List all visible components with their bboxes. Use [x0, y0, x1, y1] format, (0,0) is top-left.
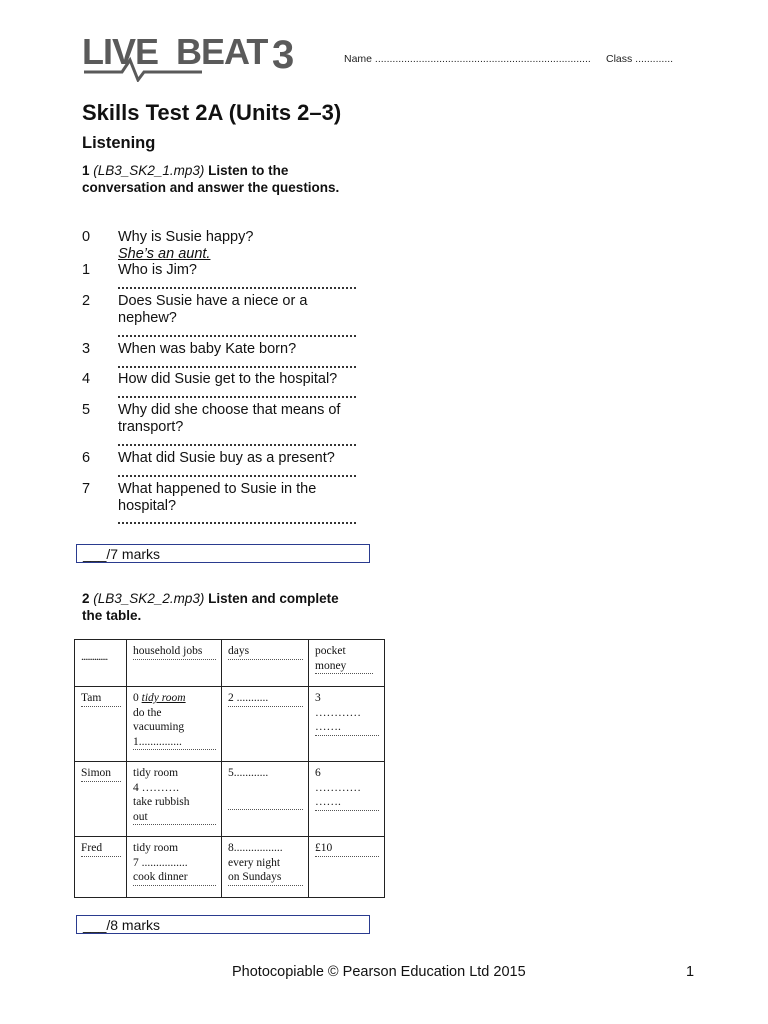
jobs-cell: [127, 762, 222, 837]
answer-blank-3[interactable]: …………: [315, 706, 361, 719]
header-blank[interactable]: ..............: [81, 651, 108, 663]
page-title: Skills Test 2A (Units 2–3): [82, 100, 342, 125]
jobs-cell: [127, 837, 222, 898]
header-cell: [309, 640, 385, 687]
answer-blank-6[interactable]: …………: [315, 781, 361, 794]
money-cell: [309, 837, 385, 898]
exercise1-number: 1: [82, 163, 90, 178]
question-text: When was baby Kate born?: [118, 341, 297, 357]
live-beat-logo: [82, 30, 302, 82]
exercise2-source: (LB3_SK2_2.mp3): [93, 591, 205, 606]
job-line: tidy room: [133, 767, 179, 779]
days-line: on Sundays: [228, 870, 303, 886]
answer-blank-3-cont[interactable]: …….: [315, 720, 379, 736]
job-line: cook dinner: [133, 870, 216, 886]
example-answer: She’s an aunt.: [118, 246, 211, 262]
name-field[interactable]: Name ..........................................................................: [344, 53, 591, 65]
answer-number-3: 3: [315, 692, 321, 704]
question-text: What did Susie buy as a present?: [118, 450, 335, 466]
section-title: Listening: [82, 134, 156, 152]
exercise1-instruction: [82, 162, 352, 196]
svg-text:BEAT: BEAT: [176, 31, 268, 72]
money-cell: [309, 687, 385, 762]
answer-blank-7[interactable]: 7 ................: [133, 856, 188, 869]
answer-line-4[interactable]: [118, 396, 356, 398]
row-name: Simon: [81, 766, 121, 782]
header-household-jobs: household jobs: [133, 644, 216, 660]
days-line: every night: [228, 856, 281, 869]
exercise2-number: 2: [82, 591, 90, 606]
table-row: [75, 687, 385, 762]
question-text: Who is Jim?: [118, 262, 197, 278]
job-line: do the: [133, 706, 162, 719]
row-name: Fred: [81, 841, 121, 857]
answer-line-1[interactable]: [118, 287, 356, 289]
answer-blank-1[interactable]: 1...............: [133, 735, 216, 751]
days-cell: [222, 837, 309, 898]
job-line: out: [133, 810, 216, 826]
header-cell: [75, 640, 127, 687]
header-days: days: [228, 644, 303, 660]
question-text: What happened to Susie in the hospital?: [118, 481, 317, 514]
job-line: vacuuming: [133, 721, 185, 733]
question-number: 5: [82, 402, 91, 418]
example-answer: tidy room: [141, 692, 186, 704]
header-cell: [222, 640, 309, 687]
row-name: Tam: [81, 691, 121, 707]
question-number: 4: [82, 371, 91, 387]
exercise2-instruction: [82, 590, 352, 624]
answer-blank-5[interactable]: 5............: [228, 767, 269, 779]
name-cell: [75, 762, 127, 837]
question-text: Why is Susie happy?: [118, 229, 254, 245]
money-value: £10: [315, 841, 379, 857]
jobs-cell: [127, 687, 222, 762]
class-field[interactable]: Class .............: [606, 53, 674, 65]
question-number: 0: [82, 229, 91, 245]
job-line: take rubbish: [133, 796, 190, 808]
days-cell: [222, 762, 309, 837]
header-cell: [127, 640, 222, 687]
exercise1-marks-box[interactable]: ___/7 marks: [76, 544, 370, 563]
question-number: 2: [82, 293, 91, 309]
exercise2-marks-box[interactable]: ___/8 marks: [76, 915, 370, 934]
question-text: Does Susie have a niece or a nephew?: [118, 293, 308, 326]
header-pocket-money: pocket money: [315, 644, 373, 674]
name-cell: [75, 687, 127, 762]
table-row: [75, 837, 385, 898]
answer-line-3[interactable]: [118, 366, 356, 368]
answer-blank-8[interactable]: 8.................: [228, 842, 283, 854]
exercise1-source: (LB3_SK2_1.mp3): [93, 163, 205, 178]
question-text: How did Susie get to the hospital?: [118, 371, 338, 387]
name-cell: [75, 837, 127, 898]
answer-line-7[interactable]: [118, 522, 356, 524]
answer-blank-4[interactable]: 4 ……….: [133, 781, 179, 794]
question-text: Why did she choose that means of transport?: [118, 402, 341, 435]
exercise1-text: Listen to the conversation and answer the questions.: [82, 163, 340, 195]
question-number: 6: [82, 450, 91, 466]
answer-blank-2[interactable]: 2 ...........: [228, 691, 303, 707]
answer-line-5[interactable]: [118, 444, 356, 446]
page-number: 1: [686, 964, 695, 980]
days-cell: [222, 687, 309, 762]
svg-text:3: 3: [272, 33, 295, 77]
table-row: [75, 762, 385, 837]
question-number: 3: [82, 341, 91, 357]
answer-blank-6-cont[interactable]: …….: [315, 795, 379, 811]
table-header-row: [75, 640, 385, 687]
example-number: 0: [133, 692, 142, 704]
money-cell: [309, 762, 385, 837]
answer-number-6: 6: [315, 767, 321, 779]
question-number: 1: [82, 262, 91, 278]
job-line: tidy room: [133, 842, 179, 854]
answer-line-2[interactable]: [118, 335, 356, 337]
question-number: 7: [82, 481, 91, 497]
exercise2-text: Listen and complete the table.: [82, 591, 339, 623]
chores-table: [74, 639, 385, 898]
copyright-footer: Photocopiable © Pearson Education Ltd 2015: [232, 964, 526, 980]
answer-line-6[interactable]: [118, 475, 356, 477]
svg-text:LIVE: LIVE: [82, 31, 159, 72]
